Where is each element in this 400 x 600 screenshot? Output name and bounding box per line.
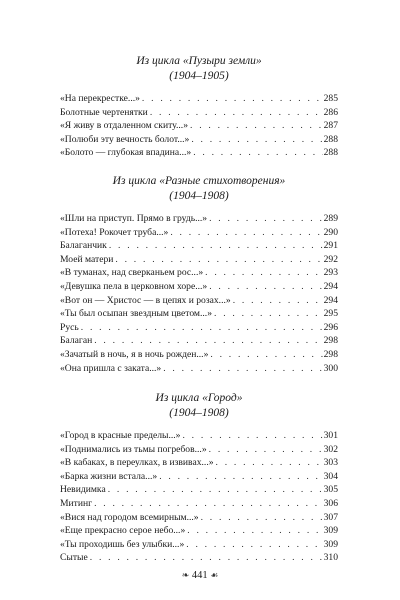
entry-page: 285 — [323, 93, 338, 104]
page-number-footer — [0, 570, 400, 581]
toc-entry[interactable] — [60, 253, 338, 267]
toc-entry[interactable] — [60, 133, 338, 147]
toc-entry[interactable] — [60, 212, 338, 226]
entry-page: 298 — [323, 335, 338, 347]
leader-dots — [94, 497, 323, 511]
toc-entry[interactable] — [60, 334, 338, 348]
leader-dots — [216, 456, 323, 470]
entry-page: 306 — [323, 498, 338, 510]
toc-entry[interactable] — [60, 483, 338, 497]
entry-title: «На перекрестке...» — [60, 93, 140, 104]
entry-title: «Еще прекрасно серое небо...» — [60, 525, 186, 537]
toc-entry[interactable] — [60, 307, 338, 321]
toc-entry[interactable] — [60, 92, 338, 106]
toc-entry[interactable] — [60, 456, 338, 470]
entry-title: «Она пришла с заката...» — [60, 362, 162, 374]
entry-title: Русь — [60, 321, 79, 333]
leader-dots — [233, 294, 323, 308]
entry-title: Болотные чертенятки — [60, 106, 148, 118]
section-raznye-stikhotvoreniya — [60, 174, 338, 375]
entry-title: «Потеха! Рокочет труба...» — [60, 226, 169, 238]
toc-entry[interactable] — [60, 119, 338, 133]
toc-entry[interactable] — [60, 538, 338, 552]
toc-entry[interactable] — [60, 146, 338, 160]
entry-title: «Ты проходишь без улыбки...» — [60, 538, 185, 550]
entry-page: 286 — [323, 106, 338, 118]
toc-entry[interactable] — [60, 321, 338, 335]
toc-entry[interactable] — [60, 280, 338, 294]
entry-title: «Ты был осыпан звездным цветом...» — [60, 308, 212, 320]
entry-title: «Девушка пела в церковном хоре...» — [60, 280, 208, 292]
entry-page: 288 — [323, 147, 338, 159]
entry-page: 291 — [323, 240, 338, 252]
fleuron-left-icon: ❧ — [181, 570, 190, 580]
toc-entry[interactable] — [60, 511, 338, 525]
entry-page: 307 — [323, 511, 338, 523]
leader-dots — [205, 266, 322, 280]
entry-title: Невидимка — [60, 484, 106, 496]
leader-dots — [193, 146, 322, 160]
leader-dots — [159, 470, 322, 484]
section-title: Из цикла «Пузыри земли» — [136, 55, 262, 67]
toc-entry[interactable] — [60, 294, 338, 308]
entry-title: «Барка жизни встала...» — [60, 470, 158, 482]
section-years: (1904–1905) — [169, 70, 229, 82]
section-years: (1904–1908) — [169, 189, 229, 202]
entry-page: 294 — [323, 280, 338, 292]
leader-dots — [209, 280, 322, 294]
entry-page: 293 — [323, 267, 338, 279]
entry-title: Балаганчик — [60, 240, 107, 252]
entry-title: Балаган — [60, 335, 93, 347]
entry-page: 302 — [323, 443, 338, 455]
leader-dots — [163, 362, 322, 376]
section-gorod — [60, 391, 338, 565]
leader-dots — [186, 538, 322, 552]
entry-title: «Поднимались из тьмы погребов...» — [60, 443, 207, 455]
entry-title: «Я живу в отдаленном скиту...» — [60, 120, 188, 132]
leader-dots — [94, 334, 322, 348]
toc-entry[interactable] — [60, 348, 338, 362]
toc-entry[interactable] — [60, 524, 338, 538]
fleuron-right-icon: ☙ — [210, 570, 219, 580]
entry-page: 309 — [323, 538, 338, 550]
entry-page: 298 — [323, 348, 338, 360]
toc-entry[interactable] — [60, 106, 338, 120]
leader-dots — [201, 511, 323, 525]
entry-page: 288 — [323, 133, 338, 145]
toc-entry[interactable] — [60, 362, 338, 376]
entry-title: «Зачатый в ночь, я в ночь рожден...» — [60, 348, 209, 360]
entry-page: 287 — [323, 120, 338, 132]
leader-dots — [142, 92, 323, 106]
leader-dots — [214, 307, 323, 321]
entry-title: «В кабаках, в переулках, в извивах...» — [60, 457, 214, 469]
section-title: Из цикла «Город» — [155, 392, 243, 405]
entry-title: «Вот он — Христос — в цепях и розах...» — [60, 294, 231, 306]
entry-title: Митинг — [60, 498, 93, 510]
entry-page: 296 — [323, 321, 338, 333]
entry-title: Сытые — [60, 552, 88, 564]
toc-entry[interactable] — [60, 551, 338, 565]
entry-title: «Вися над городом всемирным...» — [60, 511, 199, 523]
entry-title: Моей матери — [60, 253, 114, 265]
leader-dots — [90, 551, 323, 565]
entry-page: 294 — [323, 294, 338, 306]
entry-page: 310 — [323, 552, 338, 564]
toc-entry[interactable] — [60, 470, 338, 484]
section-years: (1904–1908) — [169, 407, 229, 420]
leader-dots — [150, 106, 323, 120]
leader-dots — [209, 212, 323, 226]
toc-entry[interactable] — [60, 443, 338, 457]
leader-dots — [81, 321, 323, 335]
leader-dots — [115, 253, 322, 267]
entry-page: 295 — [323, 308, 338, 320]
entry-page: 300 — [323, 362, 338, 374]
entry-page: 290 — [323, 226, 338, 238]
leader-dots — [191, 133, 322, 147]
entry-page: 304 — [323, 470, 338, 482]
entry-page: 305 — [323, 484, 338, 496]
entry-page: 309 — [323, 525, 338, 537]
entry-title: «Болото — глубокая впадина...» — [60, 147, 192, 159]
entry-title: «Город в красные пределы...» — [60, 430, 181, 442]
leader-dots — [209, 443, 323, 457]
toc-entry[interactable] — [60, 226, 338, 240]
entry-page: 289 — [323, 212, 338, 224]
leader-dots — [108, 483, 323, 497]
section-title: Из цикла «Разные стихотворения» — [112, 174, 286, 187]
page-number: 441 — [191, 570, 208, 581]
entry-page: 303 — [323, 457, 338, 469]
toc-entry[interactable] — [60, 239, 338, 253]
section-puzyri-zemli — [60, 54, 338, 160]
toc-entry[interactable] — [60, 429, 338, 443]
entry-page: 292 — [323, 253, 338, 265]
leader-dots — [187, 524, 322, 538]
leader-dots — [182, 429, 322, 443]
leader-dots — [210, 348, 322, 362]
toc-entry[interactable] — [60, 266, 338, 280]
entry-title: «Полюби эту вечность болот...» — [60, 133, 190, 145]
leader-dots — [109, 239, 323, 253]
entry-title: «Шли на приступ. Прямо в грудь...» — [60, 212, 208, 224]
leader-dots — [170, 226, 322, 240]
leader-dots — [190, 119, 323, 133]
toc-entry[interactable] — [60, 497, 338, 511]
entry-title: «В туманах, над сверканьем рос...» — [60, 267, 204, 279]
entry-page: 301 — [323, 430, 338, 442]
